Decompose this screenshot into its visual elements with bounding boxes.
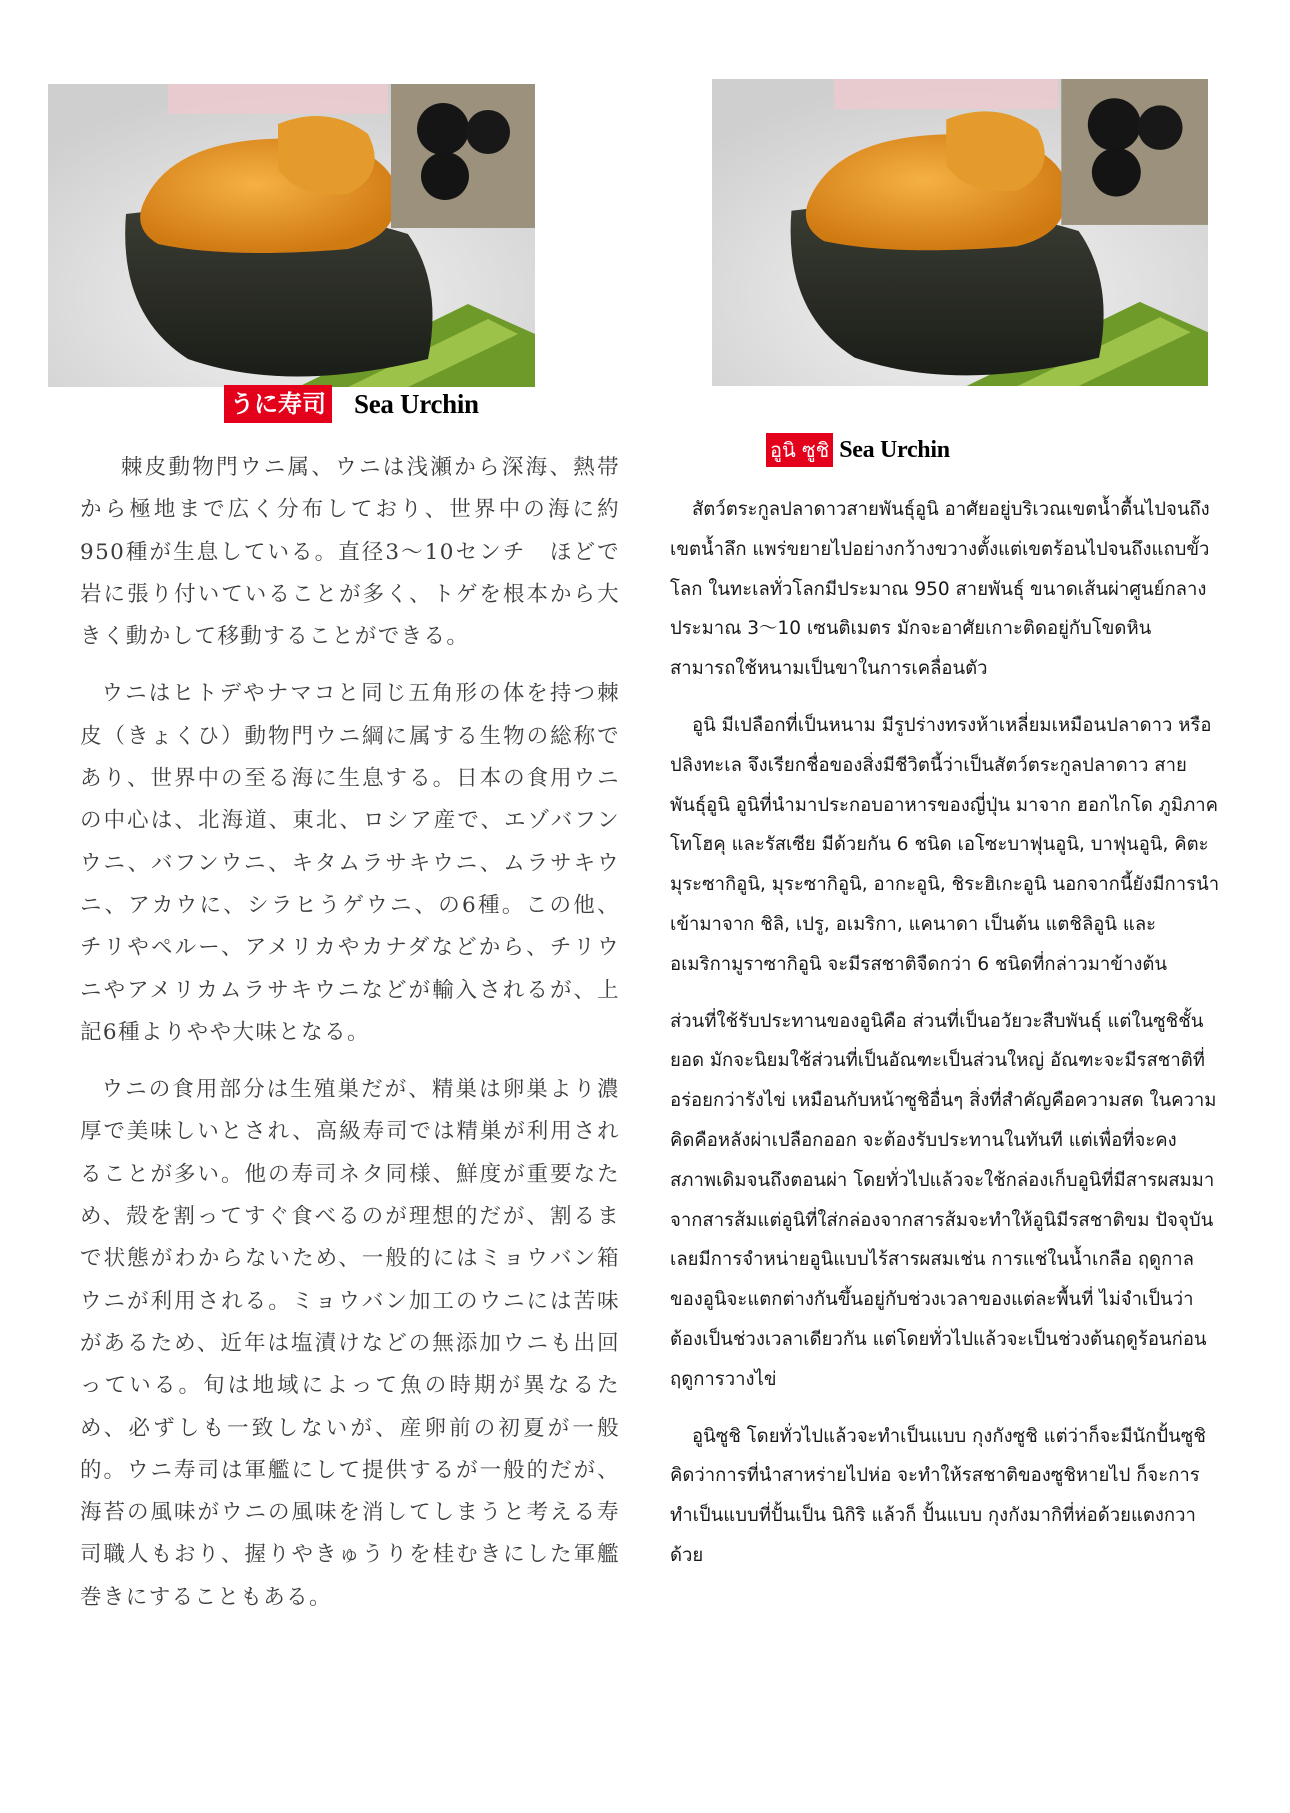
th-paragraph-3: ส่วนที่ใช้รับประทานของอูนิคือ ส่วนที่เป็นอวัยวะสืบพันธุ์ แต่ในซูชิชั้นยอด มักจะนิยมใช้ส่วนที่เป็นอัณฑะเป็นส่วนใหญ่ อัณฑะจะมีรสชาติที่อร่อยกว่ารังไข่ เหมือนกับหน้าซูชิอื่นๆ สิ่งที่สำคัญคือความสด ในความคิดคือหลังผ่าเปลือกออก จะต้องรับประทานในทันที แต่เพื่อที่จะคงสภาพเดิมจนถึงตอนผ่า โดยทั่วไปแล้วจะใช้กล่องเก็บอูนิที่มีสารผสมมาจากสารส้มแต่อูนิที่ใส่กล่องจากสารส้มจะทำให้อูนิมีรสชาติขม ปัจจุบันเลยมีการจำหน่ายอูนิแบบไร้สารผสมเช่น การแช่ในน้ำเกลือ ฤดูกาลของอูนิจะแตกต่างกันขึ้นอยู่กับช่วงเวลาของแต่ละพื้นที่ ไม่จำเป็นว่าต้องเป็นช่วงเวลาเดียวกัน แต่โดยทั่วไปแล้วจะเป็นช่วงต้นฤดูร้อนก่อนฤดูการวางไข่: [670, 1010, 1217, 1390]
title-japanese: うに寿司: [224, 385, 332, 423]
uni-sushi-photo-left: [48, 84, 535, 387]
title-line-right: [766, 433, 950, 467]
jp-paragraph-1: 棘皮動物門ウニ属、ウニは浅瀬から深海、熱帯から極地まで広く分布しており、世界中の海に約950種が生息している。直径3〜10センチ ほどで岩に張り付いていることが多く、トゲを根本から大きく動かして移動することができる。: [80, 455, 620, 650]
th-paragraph-4: อูนิซูชิ โดยทั่วไปแล้วจะทำเป็นแบบ กุงกังซูชิ แต่ว่าก็จะมีนักปั้นซูชิคิดว่าการที่นำสาหร่ายไปห่อ จะทำให้รสชาติของซูชิหายไป ก็จะการทำเป็นแบบที่ปั้นเป็น นิกิริ แล้วก็ ปั้นแบบ กุงกังมากิที่ห่อด้วยแตงกวาด้วย: [670, 1425, 1206, 1566]
uni-sushi-illustration: [48, 84, 535, 387]
uni-sushi-photo-right: [712, 79, 1208, 386]
jp-paragraph-3: ウニの食用部分は生殖巣だが、精巣は卵巣より濃厚で美味しいとされ、高級寿司では精巣が利用されることが多い。他の寿司ネタ同様、鮮度が重要なため、殻を割ってすぐ食べるのが理想的だが、割るまで状態がわからないため、一般的にはミョウバン箱ウニが利用される。ミョウバン加工のウニには苦味があるため、近年は塩漬けなどの無添加ウニも出回っている。旬は地域によって魚の時期が異なるため、必ずしも一致しないが、産卵前の初夏が一般的。ウニ寿司は軍艦にして提供するが一般的だが、海苔の風味がウニの風味を消してしまうと考える寿司職人もおり、握りやきゅうりを桂むきにした軍艦巻きにすることもある。: [80, 1077, 620, 1610]
title-english-left: Sea Urchin: [354, 388, 479, 419]
th-paragraph-2: อูนิ มีเปลือกที่เป็นหนาม มีรูปร่างทรงห้าเหลี่ยมเหมือนปลาดาว หรือ ปลิงทะเล จึงเรียกชื่อของสิ่งมีชีวิตนี้ว่าเป็นสัตว์ตระกูลปลาดาว สายพันธุ์อูนิ อูนิที่นำมาประกอบอาหารของญี่ปุ่น มาจาก ฮอกไกโด ภูมิภาคโทโฮคุ และรัสเซีย มีด้วยกัน 6 ชนิด เอโซะบาฟุนอูนิ, บาฟุนอูนิ, คิตะมุระซากิอูนิ, มุระซากิอูนิ, อากะอูนิ, ชิระฮิเกะอูนิ นอกจากนี้ยังมีการนำเข้ามาจาก ชิลิ, เปรู, อเมริกา, แคนาดา เป็นต้น แตชิลิอูนิ และ อเมริกามูราซากิอูนิ จะมีรสชาติจืดกว่า 6 ชนิดที่กล่าวมาข้างต้น: [670, 714, 1220, 975]
th-paragraph-1: สัตว์ตระกูลปลาดาวสายพันธุ์อูนิ อาศัยอยู่บริเวณเขตน้ำตื้นไปจนถึงเขตน้ำลึก แพร่ขยายไปอย่างกว้างขวางตั้งแต่เขตร้อนไปจนถึงแถบขั้วโลก ในทะเลทั่วโลกมีประมาณ 950 สายพันธุ์ ขนาดเส้นผ่าศูนย์กลางประมาณ 3〜10 เซนติเมตร มักจะอาศัยเกาะติดอยู่กับโขดหิน สามารถใช้หนามเป็นขาในการเคลื่อนตัว: [670, 499, 1210, 680]
title-thai: อูนิ ซูชิ: [766, 433, 833, 467]
title-line-left: [224, 385, 479, 423]
jp-paragraph-2: ウニはヒトデやナマコと同じ五角形の体を持つ棘皮（きょくひ）動物門ウニ綱に属する生物の総称であり、世界中の至る海に生息する。日本の食用ウニの中心は、北海道、東北、ロシア産で、エゾバフンウニ、バフンウニ、キタムラサキウニ、ムラサキウニ、アカウに、シラヒうゲウニ、の6種。この他、チリやペルー、アメリカやカナダなどから、チリウニやアメリカムラサキウニなどが輸入されるが、上記6種よりやや大味となる。: [80, 681, 620, 1045]
title-english-right: Sea Urchin: [839, 436, 950, 463]
japanese-body: [80, 447, 620, 1634]
uni-sushi-illustration: [712, 79, 1208, 386]
thai-body: [670, 490, 1220, 1593]
